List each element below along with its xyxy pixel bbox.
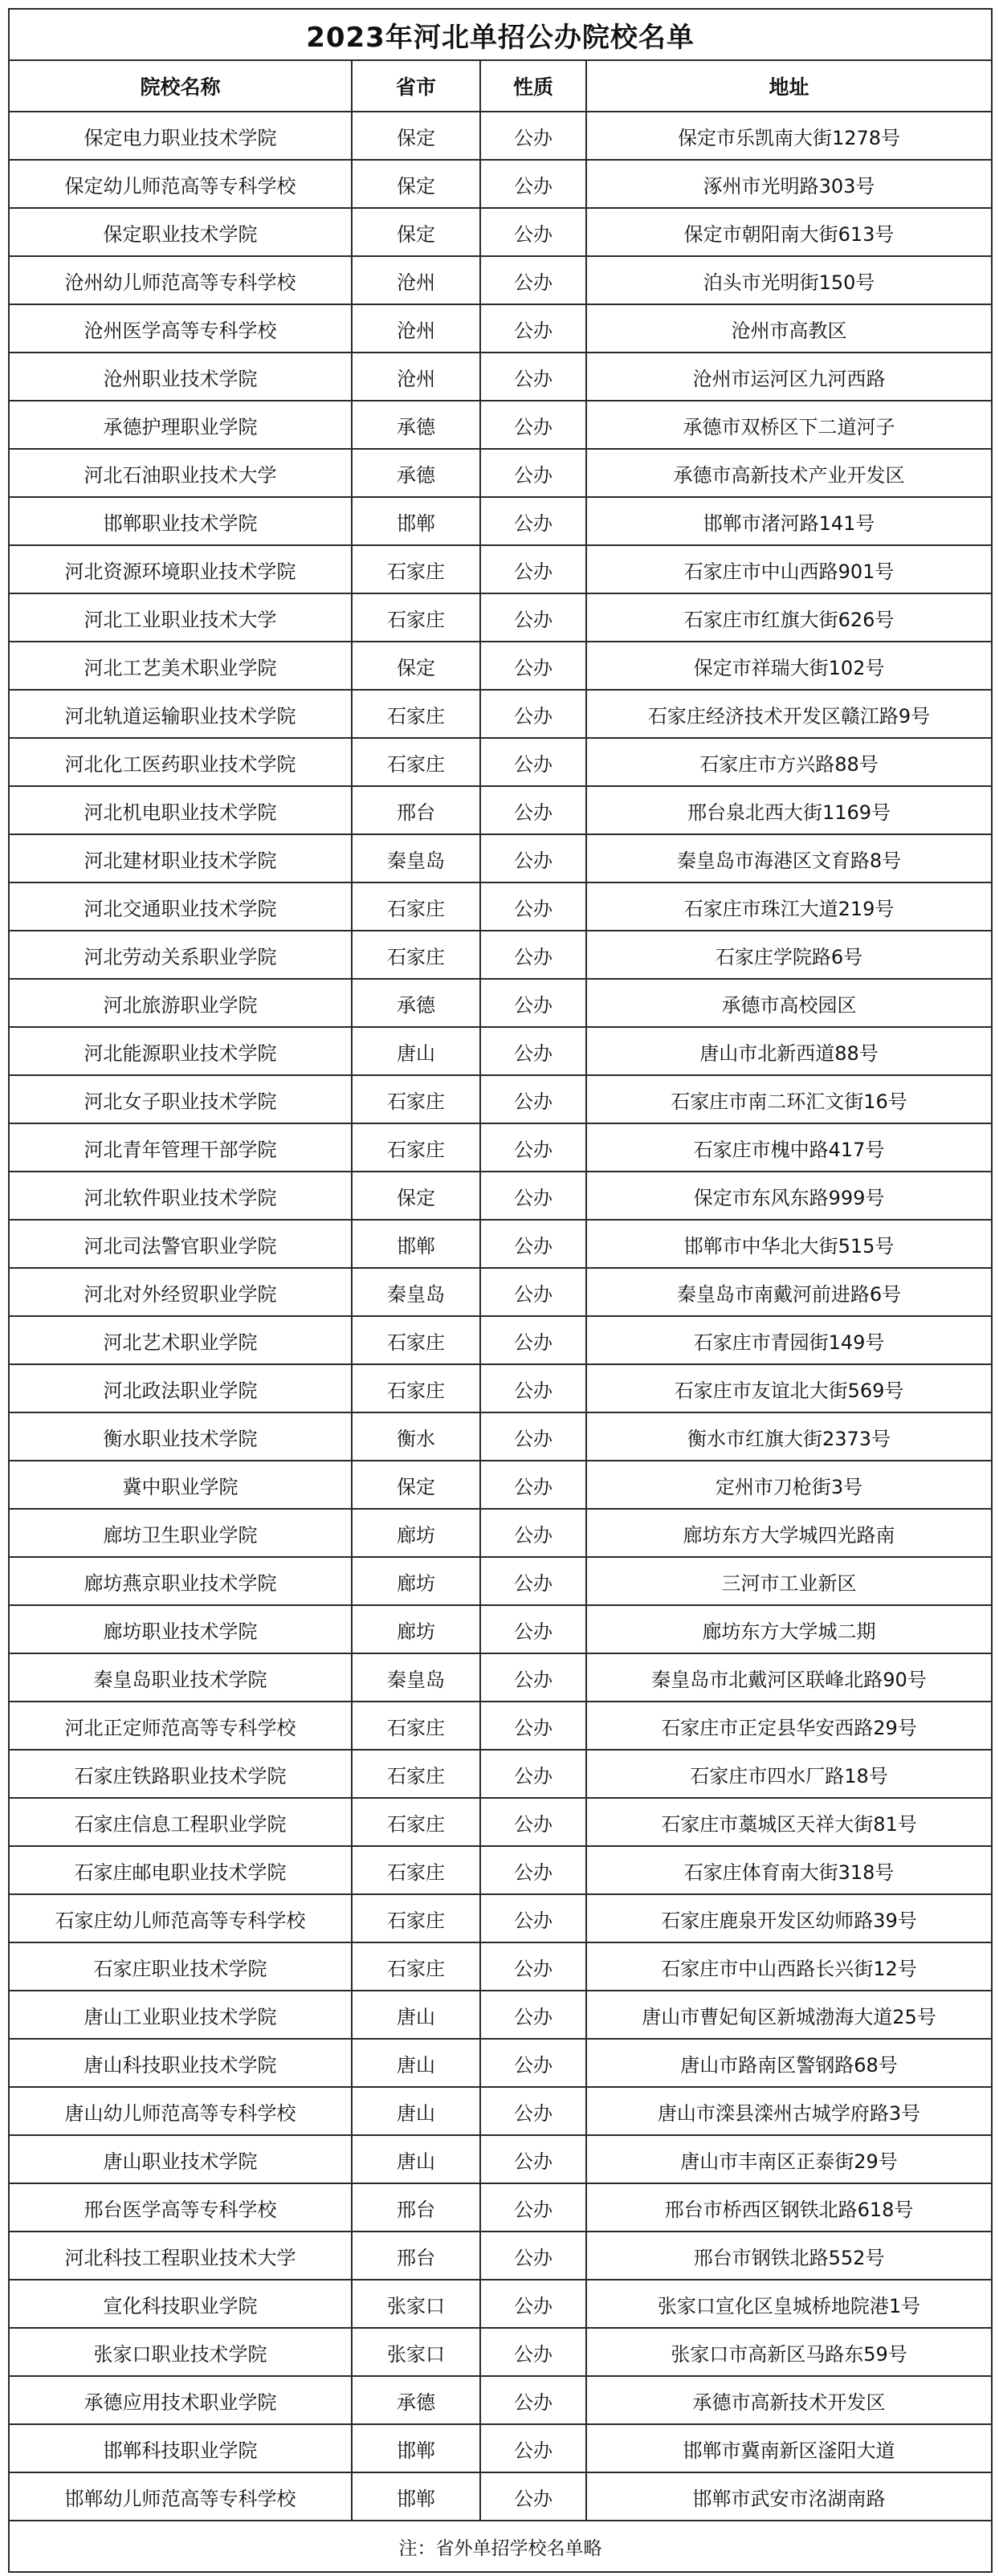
address-cell: 邢台市桥西区钢铁北路618号 <box>586 2183 992 2232</box>
college-name-cell: 河北对外经贸职业学院 <box>9 1268 352 1316</box>
table-row <box>9 2087 992 2135</box>
college-name-cell: 石家庄铁路职业技术学院 <box>9 1750 352 1798</box>
table-row <box>9 642 992 690</box>
type-cell: 公办 <box>480 160 586 208</box>
type-cell: 公办 <box>480 2328 586 2376</box>
table-row <box>9 2328 992 2376</box>
table-row <box>9 1220 992 1268</box>
table-row <box>9 2183 992 2232</box>
city-cell: 石家庄 <box>352 882 480 931</box>
city-cell: 保定 <box>352 160 480 208</box>
type-cell: 公办 <box>480 497 586 545</box>
city-cell: 邢台 <box>352 2183 480 2232</box>
table-row <box>9 1605 992 1653</box>
address-cell: 承德市双桥区下二道河子 <box>586 401 992 449</box>
college-name-cell: 河北化工医药职业技术学院 <box>9 738 352 786</box>
address-cell: 石家庄市青园街149号 <box>586 1316 992 1364</box>
college-name-cell: 唐山职业技术学院 <box>9 2135 352 2183</box>
table-row <box>9 112 992 160</box>
type-cell: 公办 <box>480 1027 586 1075</box>
type-cell: 公办 <box>480 1509 586 1557</box>
table-row <box>9 690 992 738</box>
college-name-cell: 河北能源职业技术学院 <box>9 1027 352 1075</box>
city-cell: 石家庄 <box>352 1702 480 1750</box>
type-cell: 公办 <box>480 353 586 401</box>
type-cell: 公办 <box>480 1220 586 1268</box>
address-cell: 三河市工业新区 <box>586 1557 992 1605</box>
address-cell: 石家庄市四水厂路18号 <box>586 1750 992 1798</box>
city-cell: 石家庄 <box>352 1798 480 1846</box>
type-cell: 公办 <box>480 256 586 304</box>
header-college-name: 院校名称 <box>9 60 352 112</box>
city-cell: 张家口 <box>352 2280 480 2328</box>
table-row <box>9 1027 992 1075</box>
city-cell: 石家庄 <box>352 1075 480 1123</box>
table-row <box>9 1846 992 1894</box>
city-cell: 唐山 <box>352 2039 480 2087</box>
table-row <box>9 1364 992 1412</box>
type-cell: 公办 <box>480 2183 586 2232</box>
college-name-cell: 保定职业技术学院 <box>9 208 352 256</box>
type-cell: 公办 <box>480 834 586 882</box>
type-cell: 公办 <box>480 979 586 1027</box>
document-sheet <box>8 8 991 2568</box>
address-cell: 廊坊东方大学城四光路南 <box>586 1509 992 1557</box>
type-cell: 公办 <box>480 1123 586 1172</box>
type-cell: 公办 <box>480 1316 586 1364</box>
address-cell: 石家庄市珠江大道219号 <box>586 882 992 931</box>
city-cell: 邢台 <box>352 2232 480 2280</box>
address-cell: 沧州市高教区 <box>586 304 992 353</box>
address-cell: 邯郸市冀南新区滏阳大道 <box>586 2424 992 2472</box>
table-row <box>9 1172 992 1220</box>
college-name-cell: 冀中职业学院 <box>9 1461 352 1509</box>
table-row <box>9 1461 992 1509</box>
address-cell: 承德市高新技术开发区 <box>586 2376 992 2424</box>
type-cell: 公办 <box>480 1605 586 1653</box>
type-cell: 公办 <box>480 1172 586 1220</box>
college-name-cell: 河北石油职业技术大学 <box>9 449 352 497</box>
type-cell: 公办 <box>480 690 586 738</box>
college-name-cell: 沧州医学高等专科学校 <box>9 304 352 353</box>
table-row <box>9 497 992 545</box>
city-cell: 邯郸 <box>352 2472 480 2521</box>
header-address: 地址 <box>586 60 992 112</box>
type-cell: 公办 <box>480 1846 586 1894</box>
table-row <box>9 979 992 1027</box>
college-name-cell: 河北司法警官职业学院 <box>9 1220 352 1268</box>
address-cell: 涿州市光明路303号 <box>586 160 992 208</box>
type-cell: 公办 <box>480 1798 586 1846</box>
address-cell: 承德市高新技术产业开发区 <box>586 449 992 497</box>
city-cell: 石家庄 <box>352 1123 480 1172</box>
table-row <box>9 2424 992 2472</box>
table-row <box>9 593 992 642</box>
table-row <box>9 208 992 256</box>
college-name-cell: 张家口职业技术学院 <box>9 2328 352 2376</box>
type-cell: 公办 <box>480 1702 586 1750</box>
city-cell: 承德 <box>352 979 480 1027</box>
type-cell: 公办 <box>480 1653 586 1702</box>
table-body <box>9 112 992 2521</box>
table-row <box>9 1798 992 1846</box>
college-name-cell: 唐山幼儿师范高等专科学校 <box>9 2087 352 2135</box>
type-cell: 公办 <box>480 1557 586 1605</box>
city-cell: 秦皇岛 <box>352 1653 480 1702</box>
college-name-cell: 河北艺术职业学院 <box>9 1316 352 1364</box>
college-name-cell: 河北旅游职业学院 <box>9 979 352 1027</box>
table-row <box>9 1942 992 1991</box>
address-cell: 石家庄市槐中路417号 <box>586 1123 992 1172</box>
address-cell: 石家庄经济技术开发区赣江路9号 <box>586 690 992 738</box>
type-cell: 公办 <box>480 931 586 979</box>
table-row <box>9 1075 992 1123</box>
table-row <box>9 1702 992 1750</box>
college-name-cell: 河北正定师范高等专科学校 <box>9 1702 352 1750</box>
college-name-cell: 邯郸职业技术学院 <box>9 497 352 545</box>
college-name-cell: 河北工艺美术职业学院 <box>9 642 352 690</box>
city-cell: 邯郸 <box>352 497 480 545</box>
address-cell: 唐山市曹妃甸区新城渤海大道25号 <box>586 1991 992 2039</box>
address-cell: 承德市高校园区 <box>586 979 992 1027</box>
college-name-cell: 衡水职业技术学院 <box>9 1412 352 1461</box>
type-cell: 公办 <box>480 1412 586 1461</box>
city-cell: 石家庄 <box>352 1750 480 1798</box>
city-cell: 石家庄 <box>352 931 480 979</box>
type-cell: 公办 <box>480 2376 586 2424</box>
type-cell: 公办 <box>480 2232 586 2280</box>
college-name-cell: 承德应用技术职业学院 <box>9 2376 352 2424</box>
table-row <box>9 1412 992 1461</box>
address-cell: 石家庄市方兴路88号 <box>586 738 992 786</box>
city-cell: 石家庄 <box>352 690 480 738</box>
address-cell: 廊坊东方大学城二期 <box>586 1605 992 1653</box>
address-cell: 秦皇岛市海港区文育路8号 <box>586 834 992 882</box>
type-cell: 公办 <box>480 1942 586 1991</box>
type-cell: 公办 <box>480 786 586 834</box>
address-cell: 唐山市北新西道88号 <box>586 1027 992 1075</box>
college-name-cell: 廊坊燕京职业技术学院 <box>9 1557 352 1605</box>
college-name-cell: 河北科技工程职业技术大学 <box>9 2232 352 2280</box>
college-name-cell: 邯郸幼儿师范高等专科学校 <box>9 2472 352 2521</box>
table-row <box>9 1894 992 1942</box>
address-cell: 定州市刀枪街3号 <box>586 1461 992 1509</box>
city-cell: 邯郸 <box>352 1220 480 1268</box>
college-name-cell: 保定幼儿师范高等专科学校 <box>9 160 352 208</box>
address-cell: 石家庄市藁城区天祥大街81号 <box>586 1798 992 1846</box>
table-row <box>9 2376 992 2424</box>
address-cell: 石家庄市中山西路901号 <box>586 545 992 593</box>
college-name-cell: 河北建材职业技术学院 <box>9 834 352 882</box>
table-row <box>9 545 992 593</box>
table-row <box>9 882 992 931</box>
college-name-cell: 河北劳动关系职业学院 <box>9 931 352 979</box>
city-cell: 唐山 <box>352 1991 480 2039</box>
college-name-cell: 河北工业职业技术大学 <box>9 593 352 642</box>
college-name-cell: 石家庄职业技术学院 <box>9 1942 352 1991</box>
address-cell: 保定市东风东路999号 <box>586 1172 992 1220</box>
table-row <box>9 931 992 979</box>
table-row <box>9 1557 992 1605</box>
address-cell: 邯郸市渚河路141号 <box>586 497 992 545</box>
college-name-cell: 唐山工业职业技术学院 <box>9 1991 352 2039</box>
city-cell: 石家庄 <box>352 738 480 786</box>
city-cell: 唐山 <box>352 2087 480 2135</box>
table-note: 注：省外单招学校名单略 <box>9 2521 992 2572</box>
city-cell: 张家口 <box>352 2328 480 2376</box>
college-name-cell: 河北青年管理干部学院 <box>9 1123 352 1172</box>
address-cell: 唐山市滦县滦州古城学府路3号 <box>586 2087 992 2135</box>
type-cell: 公办 <box>480 593 586 642</box>
address-cell: 张家口市高新区马路东59号 <box>586 2328 992 2376</box>
header-city: 省市 <box>352 60 480 112</box>
table-title: 2023年河北单招公办院校名单 <box>9 9 992 60</box>
type-cell: 公办 <box>480 112 586 160</box>
college-name-cell: 廊坊职业技术学院 <box>9 1605 352 1653</box>
table-row <box>9 1268 992 1316</box>
table-row <box>9 2280 992 2328</box>
college-name-cell: 河北资源环境职业技术学院 <box>9 545 352 593</box>
city-cell: 石家庄 <box>352 593 480 642</box>
table-row <box>9 1123 992 1172</box>
table-row <box>9 1653 992 1702</box>
college-name-cell: 河北女子职业技术学院 <box>9 1075 352 1123</box>
city-cell: 保定 <box>352 112 480 160</box>
type-cell: 公办 <box>480 642 586 690</box>
table-row <box>9 2039 992 2087</box>
type-cell: 公办 <box>480 2135 586 2183</box>
city-cell: 唐山 <box>352 1027 480 1075</box>
type-cell: 公办 <box>480 1461 586 1509</box>
city-cell: 石家庄 <box>352 1364 480 1412</box>
address-cell: 衡水市红旗大街2373号 <box>586 1412 992 1461</box>
type-cell: 公办 <box>480 1268 586 1316</box>
type-cell: 公办 <box>480 2039 586 2087</box>
header-type: 性质 <box>480 60 586 112</box>
city-cell: 保定 <box>352 208 480 256</box>
city-cell: 沧州 <box>352 304 480 353</box>
type-cell: 公办 <box>480 2424 586 2472</box>
college-name-cell: 唐山科技职业技术学院 <box>9 2039 352 2087</box>
city-cell: 邢台 <box>352 786 480 834</box>
college-name-cell: 秦皇岛职业技术学院 <box>9 1653 352 1702</box>
city-cell: 秦皇岛 <box>352 834 480 882</box>
college-name-cell: 沧州幼儿师范高等专科学校 <box>9 256 352 304</box>
type-cell: 公办 <box>480 1364 586 1412</box>
address-cell: 秦皇岛市北戴河区联峰北路90号 <box>586 1653 992 1702</box>
college-name-cell: 保定电力职业技术学院 <box>9 112 352 160</box>
table-row <box>9 2472 992 2521</box>
table-row <box>9 160 992 208</box>
city-cell: 承德 <box>352 401 480 449</box>
college-name-cell: 邢台医学高等专科学校 <box>9 2183 352 2232</box>
address-cell: 邯郸市武安市洺湖南路 <box>586 2472 992 2521</box>
address-cell: 石家庄市南二环汇文街16号 <box>586 1075 992 1123</box>
city-cell: 石家庄 <box>352 1316 480 1364</box>
table-row <box>9 786 992 834</box>
college-name-cell: 石家庄邮电职业技术学院 <box>9 1846 352 1894</box>
college-name-cell: 沧州职业技术学院 <box>9 353 352 401</box>
city-cell: 承德 <box>352 2376 480 2424</box>
table-row <box>9 738 992 786</box>
table-row <box>9 1509 992 1557</box>
address-cell: 邯郸市中华北大街515号 <box>586 1220 992 1268</box>
college-name-cell: 宣化科技职业学院 <box>9 2280 352 2328</box>
city-cell: 廊坊 <box>352 1557 480 1605</box>
table-row <box>9 256 992 304</box>
college-name-cell: 河北政法职业学院 <box>9 1364 352 1412</box>
city-cell: 石家庄 <box>352 1894 480 1942</box>
type-cell: 公办 <box>480 401 586 449</box>
table-row <box>9 1750 992 1798</box>
type-cell: 公办 <box>480 1991 586 2039</box>
address-cell: 沧州市运河区九河西路 <box>586 353 992 401</box>
type-cell: 公办 <box>480 1075 586 1123</box>
type-cell: 公办 <box>480 208 586 256</box>
city-cell: 保定 <box>352 1172 480 1220</box>
city-cell: 石家庄 <box>352 1942 480 1991</box>
city-cell: 唐山 <box>352 2135 480 2183</box>
college-name-cell: 河北机电职业技术学院 <box>9 786 352 834</box>
address-cell: 邢台市钢铁北路552号 <box>586 2232 992 2280</box>
college-name-cell: 河北软件职业技术学院 <box>9 1172 352 1220</box>
college-name-cell: 石家庄信息工程职业学院 <box>9 1798 352 1846</box>
city-cell: 沧州 <box>352 353 480 401</box>
address-cell: 唐山市路南区警钢路68号 <box>586 2039 992 2087</box>
table-row <box>9 1991 992 2039</box>
city-cell: 秦皇岛 <box>352 1268 480 1316</box>
table-row <box>9 401 992 449</box>
college-name-cell: 邯郸科技职业学院 <box>9 2424 352 2472</box>
address-cell: 石家庄鹿泉开发区幼师路39号 <box>586 1894 992 1942</box>
address-cell: 石家庄市红旗大街626号 <box>586 593 992 642</box>
city-cell: 邯郸 <box>352 2424 480 2472</box>
type-cell: 公办 <box>480 738 586 786</box>
type-cell: 公办 <box>480 2280 586 2328</box>
city-cell: 保定 <box>352 1461 480 1509</box>
table-row <box>9 1316 992 1364</box>
table-row <box>9 2232 992 2280</box>
table-row <box>9 834 992 882</box>
city-cell: 沧州 <box>352 256 480 304</box>
college-name-cell: 承德护理职业学院 <box>9 401 352 449</box>
address-cell: 邢台泉北西大街1169号 <box>586 786 992 834</box>
type-cell: 公办 <box>480 882 586 931</box>
college-name-cell: 石家庄幼儿师范高等专科学校 <box>9 1894 352 1942</box>
table-row <box>9 2135 992 2183</box>
college-name-cell: 河北轨道运输职业技术学院 <box>9 690 352 738</box>
college-name-cell: 河北交通职业技术学院 <box>9 882 352 931</box>
address-cell: 唐山市丰南区正泰街29号 <box>586 2135 992 2183</box>
type-cell: 公办 <box>480 545 586 593</box>
table-row <box>9 353 992 401</box>
type-cell: 公办 <box>480 1894 586 1942</box>
type-cell: 公办 <box>480 449 586 497</box>
address-cell: 石家庄市中山西路长兴街12号 <box>586 1942 992 1991</box>
address-cell: 保定市乐凯南大街1278号 <box>586 112 992 160</box>
city-cell: 保定 <box>352 642 480 690</box>
address-cell: 泊头市光明街150号 <box>586 256 992 304</box>
city-cell: 廊坊 <box>352 1605 480 1653</box>
table-row <box>9 304 992 353</box>
address-cell: 石家庄学院路6号 <box>586 931 992 979</box>
city-cell: 石家庄 <box>352 545 480 593</box>
college-name-cell: 廊坊卫生职业学院 <box>9 1509 352 1557</box>
address-cell: 保定市祥瑞大街102号 <box>586 642 992 690</box>
address-cell: 石家庄体育南大街318号 <box>586 1846 992 1894</box>
address-cell: 秦皇岛市南戴河前进路6号 <box>586 1268 992 1316</box>
address-cell: 保定市朝阳南大街613号 <box>586 208 992 256</box>
college-table <box>8 8 993 2573</box>
type-cell: 公办 <box>480 2087 586 2135</box>
address-cell: 石家庄市友谊北大街569号 <box>586 1364 992 1412</box>
city-cell: 廊坊 <box>352 1509 480 1557</box>
type-cell: 公办 <box>480 304 586 353</box>
address-cell: 张家口宣化区皇城桥地院港1号 <box>586 2280 992 2328</box>
table-row <box>9 449 992 497</box>
city-cell: 衡水 <box>352 1412 480 1461</box>
type-cell: 公办 <box>480 1750 586 1798</box>
address-cell: 石家庄市正定县华安西路29号 <box>586 1702 992 1750</box>
type-cell: 公办 <box>480 2472 586 2521</box>
header-row <box>9 60 992 112</box>
city-cell: 石家庄 <box>352 1846 480 1894</box>
city-cell: 承德 <box>352 449 480 497</box>
